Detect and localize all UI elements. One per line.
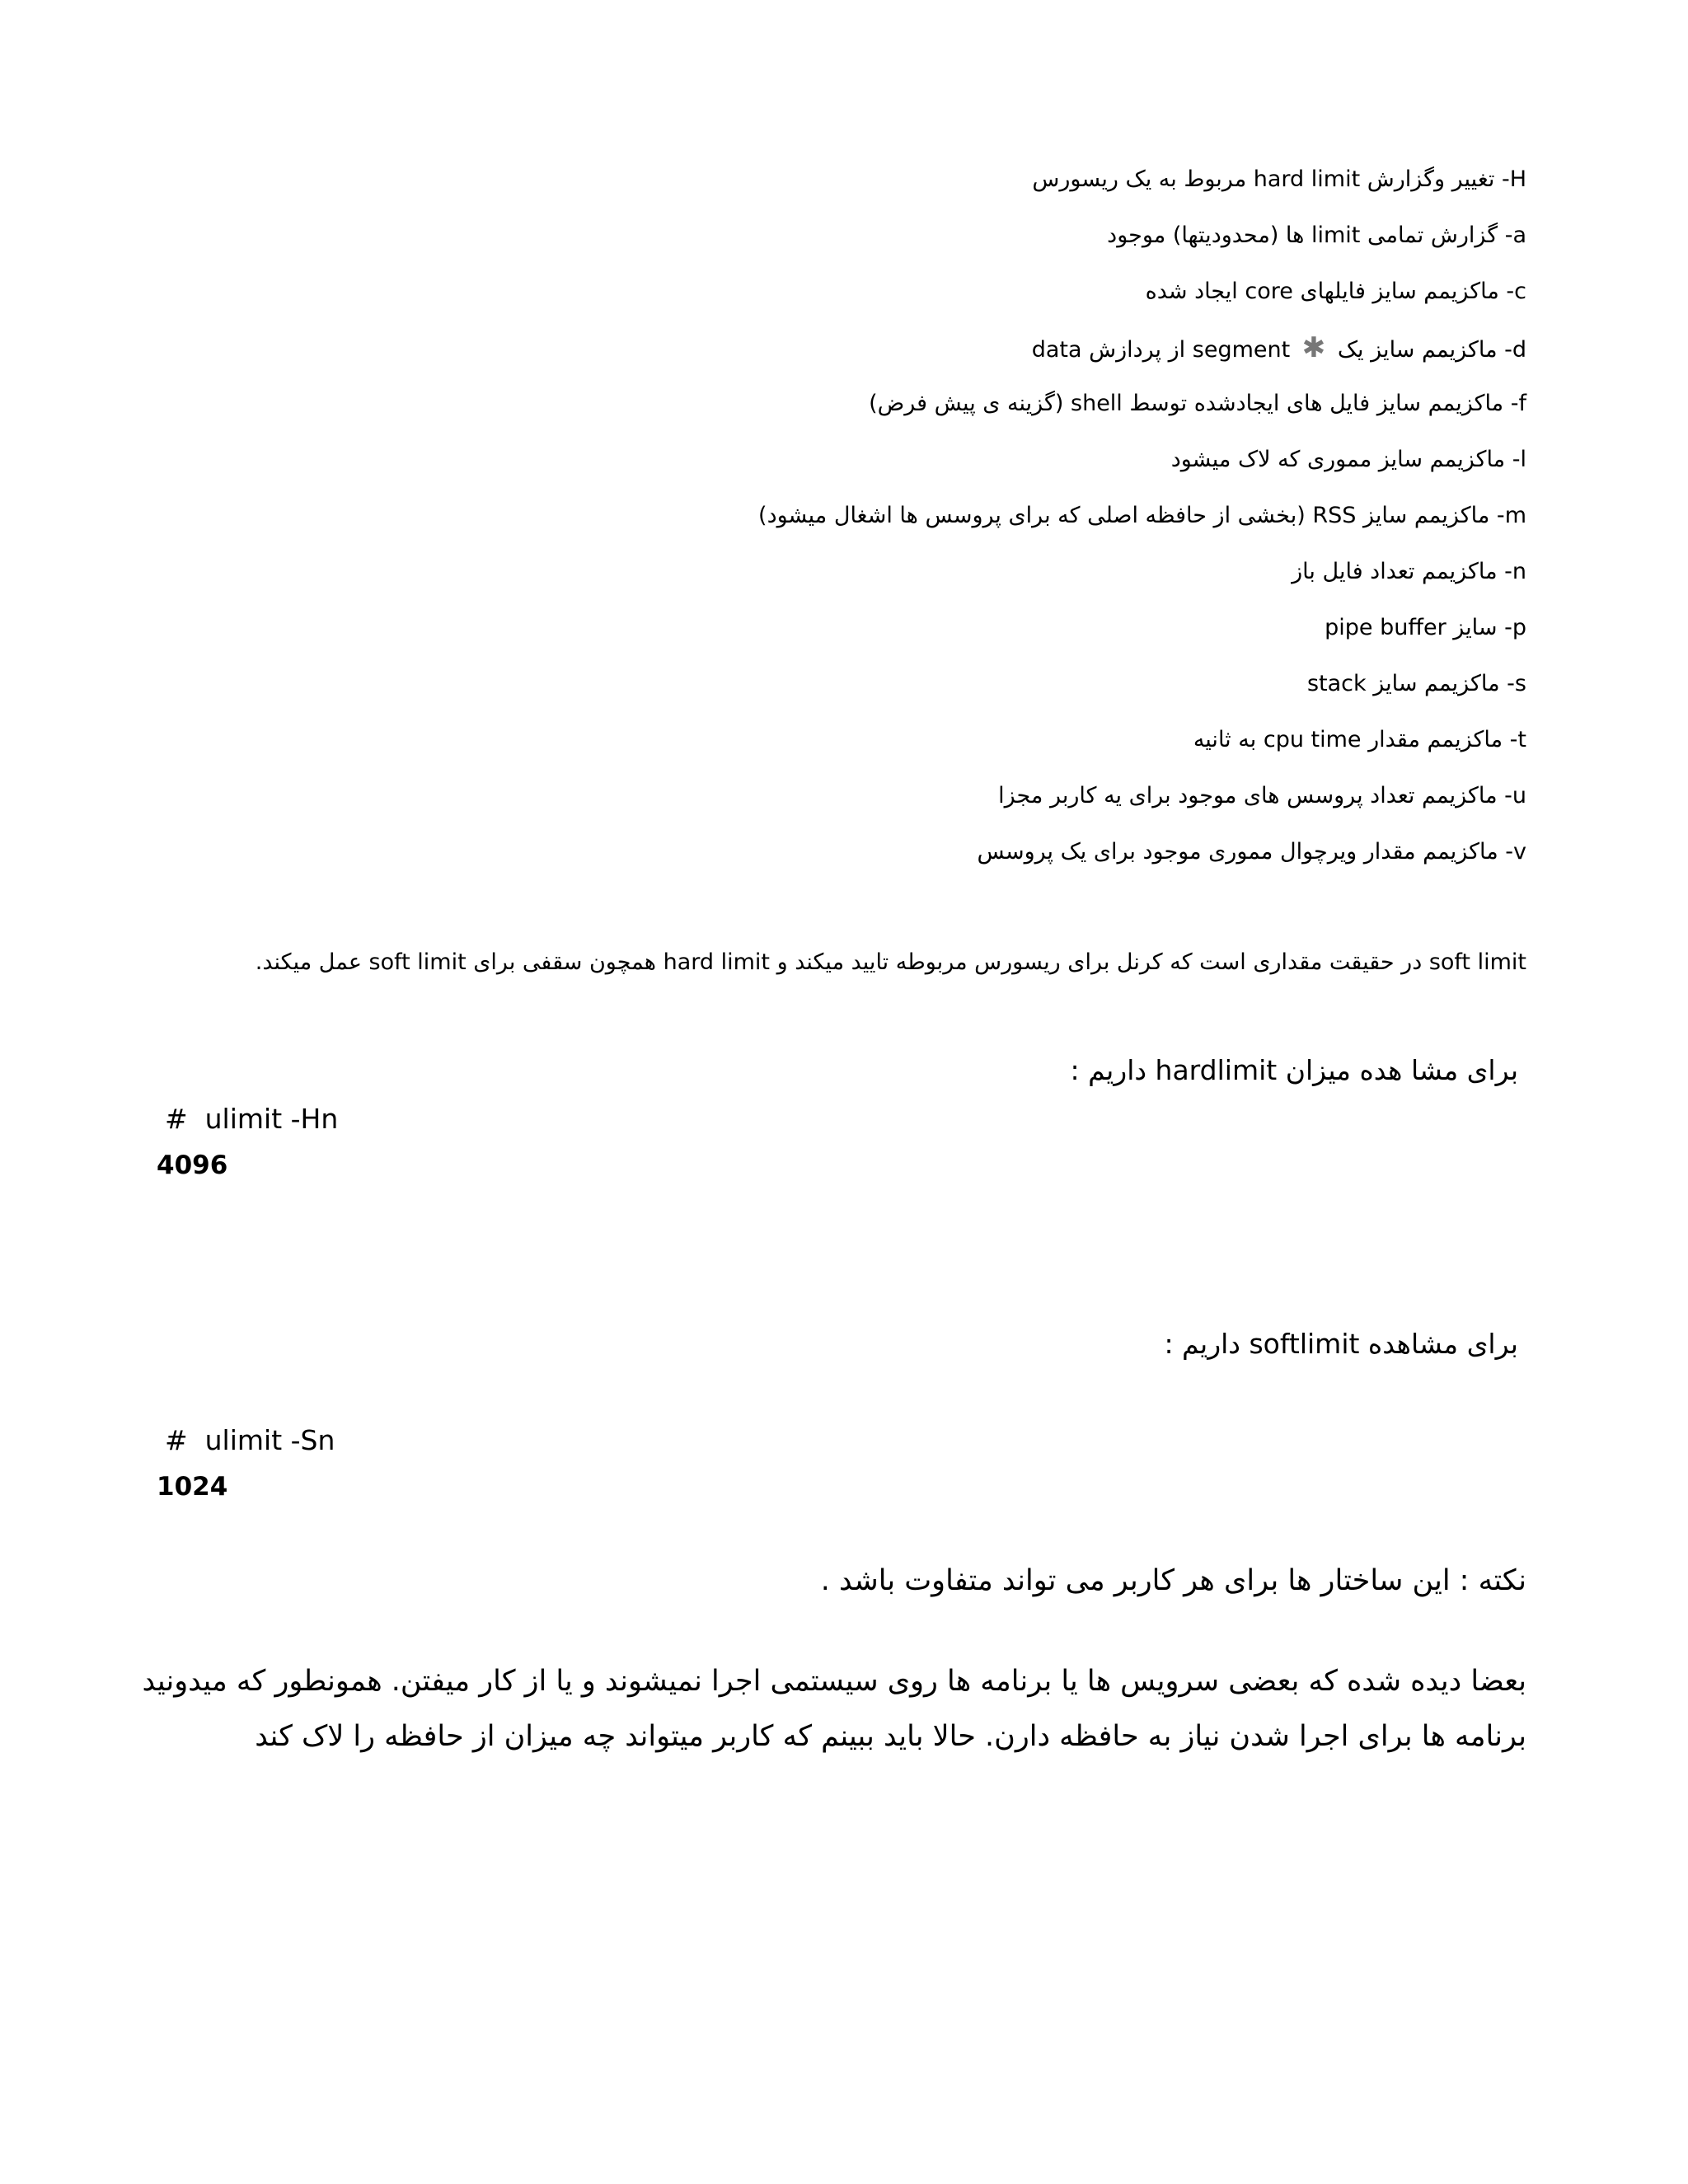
option-t: t- ماکزیمم مقدار cpu time به ثانیه	[1193, 727, 1526, 752]
soft-limit-explanation: soft limit در حقیقت مقداری است که کرنل برای ریسورس مربوطه تایید میکند و hard limit همچون سقفی برای soft limit عمل میکند.	[255, 949, 1526, 975]
hardlimit-command: # ulimit -Hn	[165, 1103, 339, 1135]
option-n: n- ماکزیمم تعداد فایل باز	[1292, 559, 1526, 584]
option-c: c- ماکزیمم سایز فایلهای core ایجاد شده	[1145, 279, 1526, 304]
softlimit-output: 1024	[157, 1472, 228, 1502]
note-paragraph: نکته : این ساختار ها برای هر کاربر می تواند متفاوت باشد .	[820, 1564, 1526, 1597]
option-v: v- ماکزیمم مقدار ویرچوال مموری موجود برای یک پروسس	[977, 839, 1526, 865]
option-d-end: segment از پردازش data	[1031, 337, 1291, 363]
option-H: H- تغییر وگزارش hard limit مربوط به یک ریسورس	[1032, 166, 1526, 192]
option-p: p- سایز pipe buffer	[1325, 615, 1526, 640]
softlimit-heading: برای مشاهده softlimit داریم :	[1164, 1328, 1518, 1360]
option-l: l- ماکزیمم سایز مموری که لاک میشود	[1170, 447, 1526, 472]
option-s: s- ماکزیمم سایز stack	[1306, 671, 1526, 696]
option-u: u- ماکزیمم تعداد پروسس های موجود برای یه کاربر مجزا	[998, 783, 1526, 808]
option-f: f- ماکزیمم سایز فایل های ایجادشده توسط shell (گزینه ی پیش فرض)	[869, 391, 1526, 416]
option-a: a- گزارش تمامی limit ها (محدودیتها) موجود	[1107, 223, 1526, 248]
softlimit-command: # ulimit -Sn	[165, 1424, 335, 1456]
final-paragraph-line-2: برنامه ها برای اجرا شدن نیاز به حافظه دارن. حالا باید ببینم که کاربر میتواند چه میزان از حافظه را لاک کند	[255, 1720, 1526, 1753]
hardlimit-output: 4096	[157, 1151, 228, 1180]
asterisk-icon: ✱	[1301, 331, 1326, 364]
option-d-start: d- ماکزیمم سایز یک	[1337, 337, 1526, 363]
option-d	[1032, 331, 1526, 364]
hardlimit-heading: برای مشا هده میزان hardlimit داریم :	[1070, 1054, 1518, 1086]
option-m: m- ماکزیمم سایز RSS (بخشی از حافظه اصلی که برای پروسس ها اشغال میشود)	[758, 503, 1526, 528]
final-paragraph-line-1: بعضا دیده شده که بعضی سرویس ها یا برنامه ها روی سیستمی اجرا نمیشوند و یا از کار میفتن. همونطور که میدونید	[142, 1665, 1526, 1698]
